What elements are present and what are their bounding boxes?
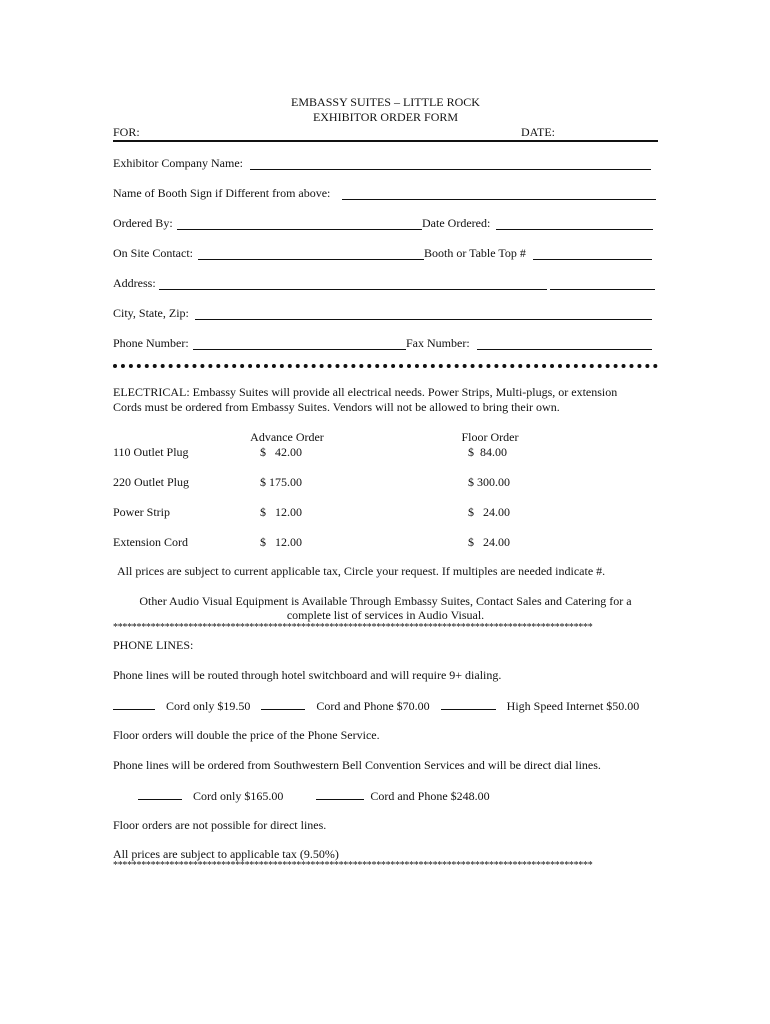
price-row-advance[interactable]: $ 42.00 bbox=[260, 445, 302, 459]
form-title-line2: EXHIBITOR ORDER FORM bbox=[312, 110, 459, 124]
floor-double-note: Floor orders will double the price of the Phone Service. bbox=[113, 728, 380, 742]
direct-cord-phone-option: Cord and Phone $248.00 bbox=[370, 789, 490, 803]
city-state-zip-field[interactable] bbox=[113, 306, 658, 320]
electrical-paragraph-line1: ELECTRICAL: Embassy Suites will provide all electrical needs. Power Strips, Multi-plugs, or extension bbox=[113, 385, 618, 399]
internet-option: High Speed Internet $50.00 bbox=[506, 699, 640, 713]
price-row-item: 110 Outlet Plug bbox=[113, 445, 189, 459]
address-field[interactable] bbox=[113, 276, 658, 290]
booth-sign-field[interactable] bbox=[113, 186, 658, 200]
cord-phone-blank[interactable] bbox=[261, 698, 305, 710]
ordered-by-line[interactable] bbox=[177, 216, 422, 230]
direct-options-row bbox=[138, 788, 490, 803]
fax-number-label: Fax Number: bbox=[406, 336, 470, 350]
header-rule bbox=[113, 140, 658, 142]
price-row-advance[interactable]: $ 12.00 bbox=[260, 505, 302, 519]
direct-cord-option: Cord only $165.00 bbox=[193, 789, 284, 803]
direct-cord-phone-blank[interactable] bbox=[316, 788, 364, 800]
company-name-line[interactable] bbox=[250, 156, 651, 170]
internet-blank[interactable] bbox=[441, 698, 496, 710]
form-title-line1: EMBASSY SUITES – LITTLE ROCK bbox=[291, 95, 480, 109]
cord-phone-option: Cord and Phone $70.00 bbox=[316, 699, 430, 713]
no-floor-note: Floor orders are not possible for direct lines. bbox=[113, 818, 327, 832]
ordered-by-field[interactable] bbox=[113, 216, 658, 230]
address-line-2[interactable] bbox=[550, 276, 655, 290]
price-row-floor[interactable]: $ 24.00 bbox=[468, 505, 510, 519]
star-divider: ****************************************************************************************************** bbox=[113, 623, 593, 633]
tax-note: All prices are subject to current applicable tax, Circle your request. If multiples are needed indicate #. bbox=[117, 564, 606, 578]
star-divider-bottom: ****************************************************************************************************** bbox=[113, 861, 593, 871]
address-line[interactable] bbox=[159, 276, 547, 290]
av-note-line2: complete list of services in Audio Visual. bbox=[286, 608, 485, 622]
price-row-item: Extension Cord bbox=[113, 535, 188, 549]
city-state-zip-label: City, State, Zip: bbox=[113, 306, 189, 320]
price-row-floor[interactable]: $ 24.00 bbox=[468, 535, 510, 549]
booth-table-label: Booth or Table Top # bbox=[424, 246, 526, 260]
city-state-zip-line[interactable] bbox=[195, 306, 652, 320]
fax-number-line[interactable] bbox=[477, 336, 652, 350]
price-row-floor[interactable]: $ 84.00 bbox=[468, 445, 507, 459]
direct-cord-blank[interactable] bbox=[138, 788, 182, 800]
booth-table-line[interactable] bbox=[533, 246, 652, 260]
swbell-note: Phone lines will be ordered from Southwestern Bell Convention Services and will be direct dial lines. bbox=[113, 758, 601, 772]
date-ordered-label: Date Ordered: bbox=[422, 216, 491, 230]
booth-sign-label: Name of Booth Sign if Different from above: bbox=[113, 186, 331, 200]
cord-only-blank[interactable] bbox=[113, 698, 155, 710]
on-site-contact-line[interactable] bbox=[198, 246, 424, 260]
price-row-item: Power Strip bbox=[113, 505, 170, 519]
phone-tax-note: All prices are subject to applicable tax (9.50%) bbox=[113, 847, 339, 861]
av-note-line1: Other Audio Visual Equipment is Available Through Embassy Suites, Contact Sales and Catering for a bbox=[139, 594, 632, 608]
for-label: FOR: bbox=[113, 125, 140, 139]
ordered-by-label: Ordered By: bbox=[113, 216, 173, 230]
price-row-advance[interactable]: $ 175.00 bbox=[260, 475, 302, 489]
price-row-advance[interactable]: $ 12.00 bbox=[260, 535, 302, 549]
on-site-contact-label: On Site Contact: bbox=[113, 246, 193, 260]
phone-number-label: Phone Number: bbox=[113, 336, 189, 350]
phone-number-line[interactable] bbox=[193, 336, 406, 350]
phone-number-field[interactable] bbox=[113, 336, 658, 350]
advance-order-header: Advance Order bbox=[250, 430, 324, 444]
booth-sign-line[interactable] bbox=[342, 186, 656, 200]
date-ordered-line[interactable] bbox=[496, 216, 653, 230]
phone-lines-heading: PHONE LINES: bbox=[113, 638, 194, 652]
date-label: DATE: bbox=[521, 125, 555, 139]
company-name-label: Exhibitor Company Name: bbox=[113, 156, 243, 170]
price-row-floor[interactable]: $ 300.00 bbox=[468, 475, 510, 489]
on-site-contact-field[interactable] bbox=[113, 246, 658, 260]
company-name-field[interactable] bbox=[113, 156, 658, 170]
floor-order-header: Floor Order bbox=[461, 430, 519, 444]
phone-routing-note: Phone lines will be routed through hotel switchboard and will require 9+ dialing. bbox=[113, 668, 502, 682]
cord-only-option: Cord only $19.50 bbox=[166, 699, 251, 713]
electrical-paragraph-line2: Cords must be ordered from Embassy Suites. Vendors will not be allowed to bring their own. bbox=[113, 400, 560, 414]
price-row-item: 220 Outlet Plug bbox=[113, 475, 190, 489]
phone-options-row bbox=[113, 698, 639, 713]
section-divider bbox=[113, 364, 658, 368]
address-label: Address: bbox=[113, 276, 156, 290]
